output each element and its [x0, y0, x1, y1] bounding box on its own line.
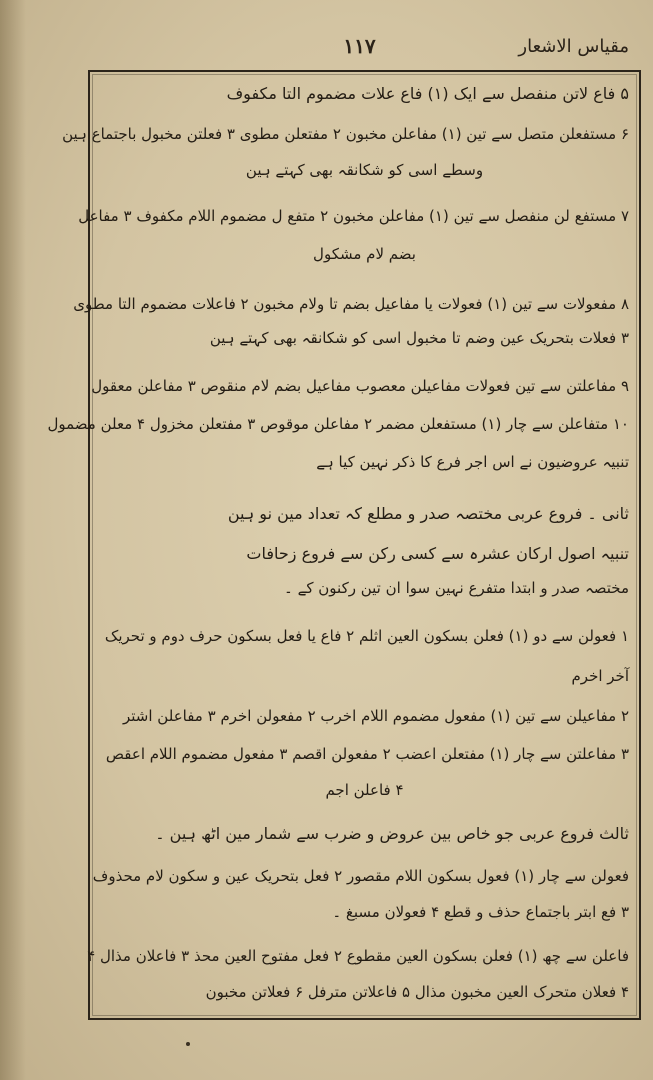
page-header — [90, 32, 629, 66]
text-line: ۶ مستفعلن متصل سے تین (۱) مفاعلن مخبون ۲ مفتعلن مطوی ۳ فعلتن مخبول باجتماع ہین — [62, 125, 629, 143]
text-line: وسطے اسی کو شکانقہ بھی کہتے ہین — [245, 161, 484, 179]
text-line: ۳ مفاعلتن سے چار (۱) مفتعلن اعضب ۲ مفعولن اقصم ۳ مفعول مضموم اللام اعقص — [105, 745, 629, 763]
section-heading: ثانی ۔ فروع عربی مختصہ صدر و مطلع کہ تعداد مین نو ہین — [227, 504, 629, 523]
text-line: ۳ فعلات بتحریک عین وضم تا مخبول اسی کو شکانقہ بھی کہتے ہین — [209, 329, 629, 347]
text-line: مختصہ صدر و ابتدا متفرع نہین سوا ان تین رکنون کے ۔ — [284, 579, 629, 597]
text-line: ۴ فاعلن اجم — [325, 781, 404, 799]
text-line: آخر اخرم — [571, 667, 629, 685]
text-line: ۷ مستفع لن منفصل سے تین (۱) مفاعلن مخبون ۲ متفع ل مضموم اللام مکفوف ۳ مفاعل — [78, 207, 629, 225]
book-title: مقیاس الاشعار — [518, 36, 629, 57]
text-line: فعولن سے چار (۱) فعول بسکون اللام مقصور ۲ فعل بتحریک عین و سکون لام محذوف — [92, 867, 629, 885]
section-heading: ثالث فروع عربی جو خاص بین عروض و ضرب سے شمار مین اٹھ ہین ۔ — [155, 824, 629, 843]
text-line: بضم لام مشکول — [313, 245, 416, 263]
text-frame — [47, 70, 641, 1020]
text-line: ۱ فعولن سے دو (۱) فعلن بسکون العین اثلم ۲ فاع یا فعل بسکون حرف دوم و تحریک — [104, 627, 629, 645]
text-line: تنبیہ عروضیون نے اس اجر فرع کا ذکر نہین کیا ہے — [316, 453, 629, 471]
text-line: ۴ فعلان متحرک العین مخبون مذال ۵ فاعلاتن مترفل ۶ فعلاتن مخبون — [205, 983, 629, 1001]
text-line: تنبیہ اصول ارکان عشرہ سے کسی رکن سے فروع زحافات — [246, 544, 629, 563]
text-line: فاعلن سے چھ (۱) فعلن بسکون العین مقطوع ۲ فعل مفتوح العین محذ ۳ فاعلان مذال ۴ — [87, 947, 629, 965]
text-line: ۳ فع ابتر باجتماع حذف و قطع ۴ فعولان مسبغ ۔ — [332, 903, 629, 921]
text-line: ۱۰ متفاعلن سے چار (۱) مستفعلن مضمر ۲ مفاعلن موقوص ۳ مفتعلن مخزول ۴ معلن مضمول — [47, 415, 629, 433]
ink-spot — [186, 1042, 190, 1046]
text-line: ۲ مفاعیلن سے تین (۱) مفعول مضموم اللام اخرب ۲ مفعولن اخرم ۳ مفاعلن اشتر — [123, 707, 629, 725]
text-line: ۵ فاع لاتن منفصل سے ایک (۱) فاع علات مضموم التا مکفوف — [226, 84, 629, 103]
text-line: ۸ مفعولات سے تین (۱) فعولات یا مفاعیل بضم تا ولام مخبون ۲ فاعلات مضموم التا مطوی — [73, 295, 629, 313]
page-number: ۱۱۷ — [343, 34, 376, 58]
text-line: ۹ مفاعلتن سے تین فعولات مفاعیلن معصوب مفاعیل بضم لام منقوص ۳ مفاعلن معقول — [91, 377, 629, 395]
